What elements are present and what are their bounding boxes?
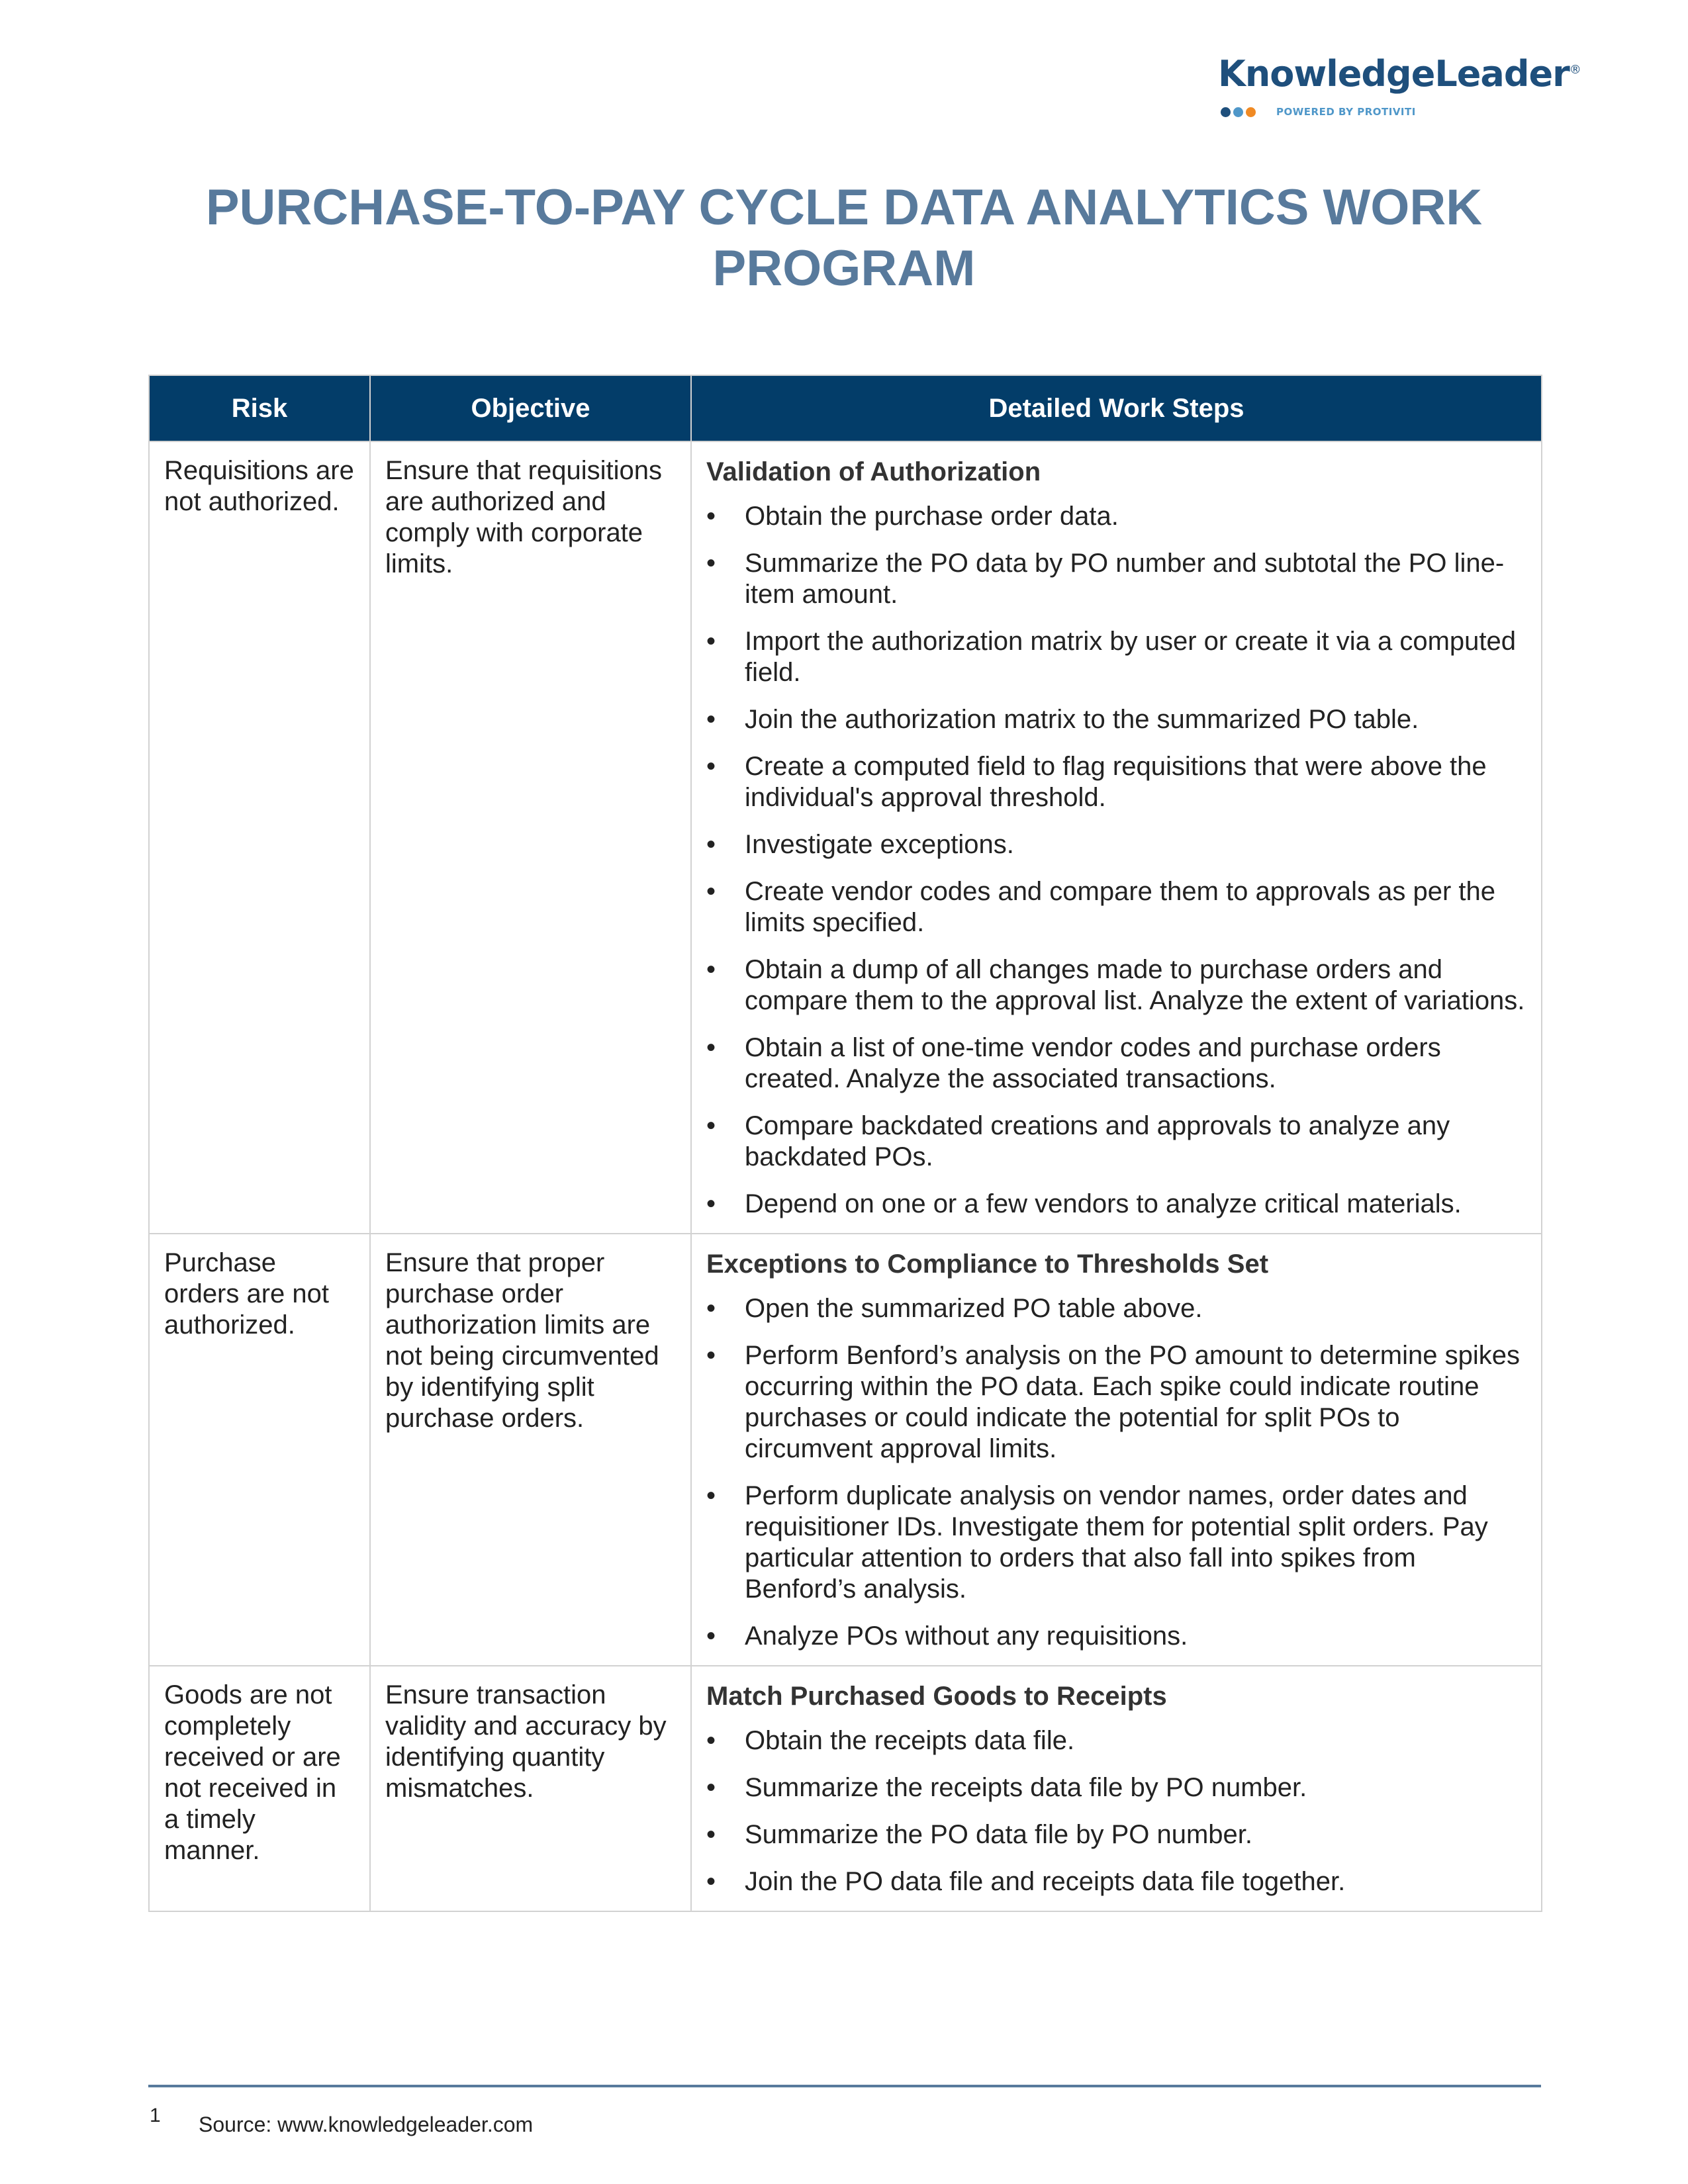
work-step-item: • Analyze POs without any requisitions. [706,1621,1528,1652]
footer-divider [148,2085,1541,2087]
header-objective: Objective [370,375,691,441]
work-step-item: • Compare backdated creations and approvals to analyze any backdated POs. [706,1111,1528,1173]
work-step-item: • Summarize the PO data by PO number and subtotal the PO line-item amount. [706,548,1528,610]
knowledgeleader-logo [1218,53,1581,126]
work-steps-list [706,1293,1528,1652]
logo-dot-orange [1246,107,1256,117]
work-program-table [148,375,1542,1912]
work-step-item: • Open the summarized PO table above. [706,1293,1528,1324]
work-steps-section-title: Exceptions to Compliance to Thresholds Set [706,1250,1269,1279]
table-header-row [149,375,1542,441]
logo-dots-icon [1221,107,1258,119]
work-step-item: • Obtain a dump of all changes made to purchase orders and compare them to the approval list. Analyze the extent of variations. [706,954,1528,1017]
work-steps-cell [691,441,1542,1234]
header-detailed-work-steps: Detailed Work Steps [691,375,1542,441]
footer-source: Source: www.knowledgeleader.com [199,2113,534,2136]
work-step-item: • Import the authorization matrix by user or create it via a computed field. [706,626,1528,688]
work-steps-list [706,501,1528,1220]
work-step-item: • Investigate exceptions. [706,829,1528,860]
header-risk: Risk [149,375,370,441]
work-steps-section-title: Validation of Authorization [706,457,1041,486]
work-step-item: • Perform duplicate analysis on vendor names, order dates and requisitioner IDs. Investigate them for potential split orders. Pay particular attention to orders that also fall into spikes from Benford’s analysis. [706,1480,1528,1605]
risk-cell: Purchase orders are not authorized. [149,1234,370,1666]
work-step-item: • Create a computed field to flag requisitions that were above the individual's approval threshold. [706,751,1528,813]
objective-cell: Ensure that requisitions are authorized and comply with corporate limits. [370,441,691,1234]
work-steps-list [706,1725,1528,1897]
work-step-item: • Obtain the purchase order data. [706,501,1528,532]
risk-cell: Goods are not completely received or are not received in a timely manner. [149,1666,370,1911]
page-number: 1 [150,2105,161,2126]
work-steps-cell [691,1234,1542,1666]
work-step-item: • Depend on one or a few vendors to analyze critical materials. [706,1189,1528,1220]
table-row [149,1666,1542,1911]
page-title: PURCHASE-TO-PAY CYCLE DATA ANALYTICS WORK PROGRAM [205,179,1483,296]
work-step-item: • Create vendor codes and compare them to approvals as per the limits specified. [706,876,1528,938]
work-step-item: • Summarize the PO data file by PO number. [706,1819,1528,1850]
work-steps-section-title: Match Purchased Goods to Receipts [706,1682,1167,1711]
logo-tagline: POWERED BY PROTIVITI [1276,106,1416,118]
risk-cell: Requisitions are not authorized. [149,441,370,1234]
work-steps-cell [691,1666,1542,1911]
work-step-item: • Summarize the receipts data file by PO number. [706,1772,1528,1803]
logo-dot-blue [1233,107,1243,117]
objective-cell: Ensure that proper purchase order authorization limits are not being circumvented by identifying split purchase orders. [370,1234,691,1666]
work-step-item: • Join the PO data file and receipts data file together. [706,1866,1528,1897]
table-body [149,441,1542,1911]
table-row [149,1234,1542,1666]
logo-trademark: ® [1569,63,1581,77]
work-step-item: • Perform Benford’s analysis on the PO amount to determine spikes occurring within the PO data. Each spike could indicate routine purchases or could indicate the potential for split POs to circumvent approval limits. [706,1340,1528,1465]
logo-wordmark: KnowledgeLeader [1218,53,1570,95]
work-step-item: • Join the authorization matrix to the summarized PO table. [706,704,1528,735]
work-step-item: • Obtain the receipts data file. [706,1725,1528,1756]
logo-dot-navy [1221,107,1231,117]
objective-cell: Ensure transaction validity and accuracy by identifying quantity mismatches. [370,1666,691,1911]
table-row [149,441,1542,1234]
work-step-item: • Obtain a list of one-time vendor codes and purchase orders created. Analyze the associated transactions. [706,1032,1528,1095]
